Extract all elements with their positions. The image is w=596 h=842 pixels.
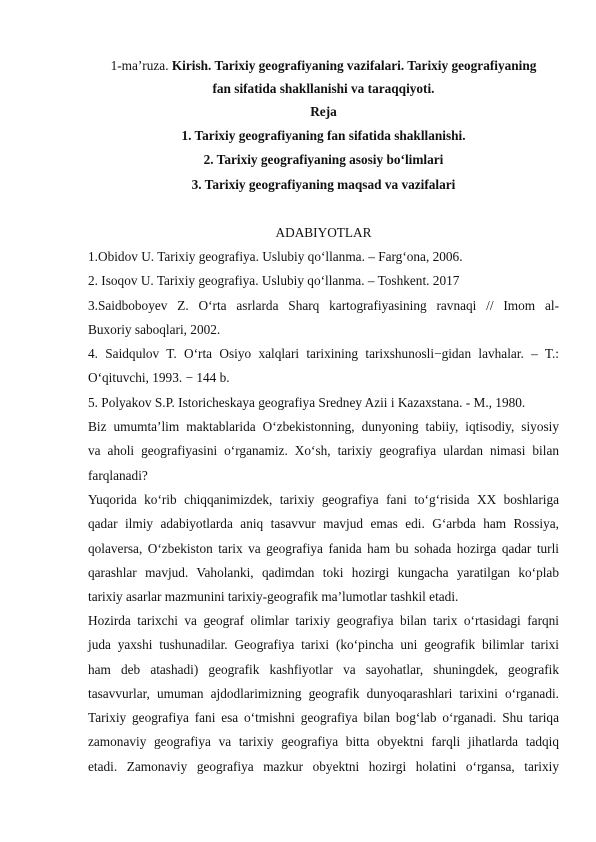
body-line: Yuqorida ko‘rib chiqqanimizdek, tarixiy geografiya fani to‘g‘risida XX boshlariga	[88, 492, 559, 507]
reference-line: 3.Saidboboyev Z. O‘rta asrlarda Sharq kartografiyasining ravnaqi // Imom al-	[88, 298, 559, 313]
reference-line: Buxoriy saboqlari, 2002.	[88, 322, 221, 337]
plan-item: 1. Tarixiy geografiyaning fan sifatida shakllanishi.	[181, 128, 466, 143]
lecture-title-line-1	[88, 57, 559, 75]
reference-line: 1.Obidov U. Tarixiy geografiya. Uslubiy qo‘llanma. – Farg‘ona, 2006.	[88, 249, 463, 264]
body-line: Hozirda tarixchi va geograf olimlar tarixiy geografiya bilan tarix o‘rtasidagi farqni	[88, 613, 559, 628]
body-line: tarixiy asarlar mazmunini tarixiy-geografik ma’lumotlar tashkil etadi.	[88, 589, 459, 604]
plan-item: 2. Tarixiy geografiyaning asosiy bo‘limlari	[203, 152, 444, 167]
lecture-number: 1-ma’ruza.	[110, 58, 169, 73]
reference-line: 5. Polyakov S.P. Istoricheskaya geografiya Sredney Azii i Kazaxstana. - M., 1980.	[88, 395, 526, 410]
body-line: qarashlar mavjud. Vaholanki, qadimdan toki hozirgi kungacha yaratilgan ko‘plab	[88, 565, 559, 580]
lecture-title-line-2: fan sifatida shakllanishi va taraqqiyoti.	[212, 81, 435, 96]
body-line: etadi. Zamonaviy geografiya mazkur obyektni hozirgi holatini o‘rgansa, tarixiy	[88, 759, 559, 774]
body-line: Biz umumta’lim maktablarida O‘zbekistonning, dunyoning tabiiy, iqtisodiy, siyosiy	[88, 419, 559, 434]
body-line: juda yaxshi tushunadilar. Geografiya tarixi (ko‘pincha uni geografik bilimlar tarixi	[88, 637, 559, 652]
lecture-title: Kirish. Tarixiy geografiyaning vazifalari. Tarixiy geografiyaning	[171, 58, 537, 73]
body-line: Tarixiy geografiya fani esa o‘tmishni geografiya bilan bog‘lab o‘rganadi. Shu tariqa	[88, 710, 559, 725]
body-line: ham deb atashadi) geografik kashfiyotlar va sayohatlar, shuningdek, geografik	[88, 662, 559, 677]
plan-item: 3. Tarixiy geografiyaning maqsad va vazifalari	[191, 177, 456, 192]
reference-line: O‘qituvchi, 1993. − 144 b.	[88, 370, 230, 385]
body-line: qolaversa, O‘zbekiston tarix va geografiya fanida ham bu sohada hozirga qadar turli	[88, 541, 559, 556]
body-line: farqlanadi?	[88, 468, 148, 483]
body-line: va aholi geografiyasini o‘rganamiz. Xo‘sh, tarixiy geografiya ulardan nimasi bilan	[88, 443, 559, 458]
body-line: zamonaviy geografiya va tarixiy geografiya bitta obyektni farqli jihatlarda tadqiq	[88, 734, 559, 749]
body-line: tasavvurlar, umuman ajdodlarimizning geografik dunyoqarashlari tarixini o‘rganadi.	[88, 686, 559, 701]
body-line: qadar ilmiy adabiyotlarda aniq tasavvur mavjud emas edi. G‘arbda ham Rossiya,	[88, 516, 559, 531]
plan-heading: Reja	[310, 104, 337, 119]
reference-line: 4. Saidqulov T. O‘rta Osiyo xalqlari tarixining tarixshunosli−gidan lavhalar. – T.:	[88, 346, 559, 361]
reference-line: 2. Isoqov U. Tarixiy geografiya. Uslubiy qo‘llanma. – Toshkent. 2017	[88, 273, 460, 288]
references-heading: ADABIYOTLAR	[275, 225, 372, 240]
